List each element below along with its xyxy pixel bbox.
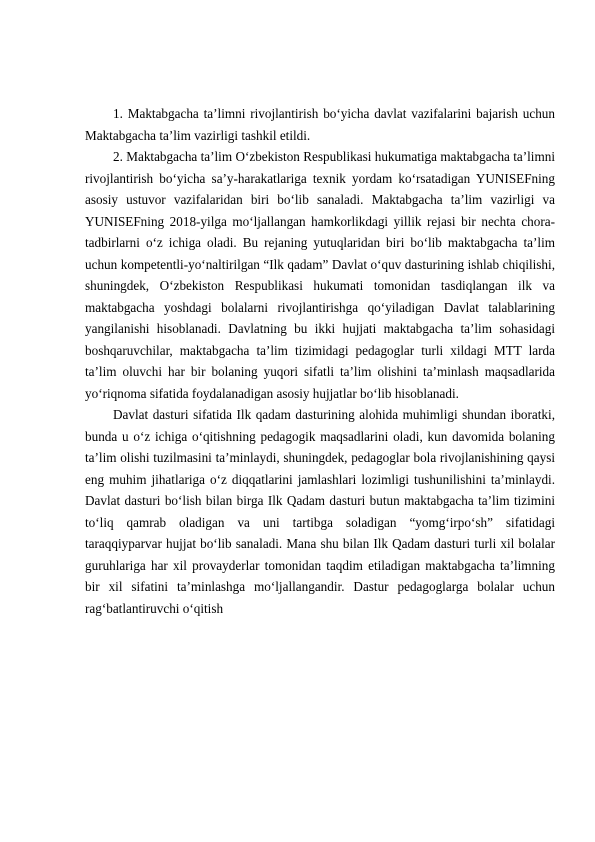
document-body: [85, 103, 555, 619]
paragraph-1: 1. Maktabgacha ta’limni rivojlantirish bo‘yicha davlat vazifalarini bajarish uchun Maktabgacha ta’lim vazirligi tashkil etildi.: [85, 106, 555, 143]
paragraph-3: Davlat dasturi sifatida Ilk qadam dasturining alohida muhimligi shundan iboratki, bunda u o‘z ichiga o‘qitishning pedagogik maqsadlarini oladi, kun davomida bolaning ta’lim olishi tuzilmasini ta’minlaydi, shuningdek, pedagoglar bola rivojlanishining qaysi eng muhim jihatlariga o‘z diqqatlarini jamlashlari lozimligi tushunilishini ta’minlaydi. Davlat dasturi bo‘lish bilan birga Ilk Qadam dasturi butun maktabgacha ta’lim tizimini to‘liq qamrab oladigan va uni tartibga soladigan “yomg‘irpo‘sh” sifatidagi taraqqiyparvar hujjat bo‘lib sanaladi. Mana shu bilan Ilk Qadam dasturi turli xil bolalar guruhlariga har xil provayderlar tomonidan taqdim etiladigan maktabgacha ta’limning bir xil sifatini ta’minlashga mo‘ljallangandir. Dastur pedagoglarga bolalar uchun rag‘batlantiruvchi o‘qitish: [85, 407, 555, 616]
paragraph-2: 2. Maktabgacha ta’lim O‘zbekiston Respublikasi hukumatiga maktabgacha ta’limni rivojlantirish bo‘yicha sa’y-harakatlariga texnik yordam ko‘rsatadigan YUNISEFning asosiy ustuvor vazifalaridan biri bo‘lib sanaladi. Maktabgacha ta’lim vazirligi va YUNISEFning 2018-yilga mo‘ljallangan hamkorlikdagi yillik rejasi bir nechta chora-tadbirlarni o‘z ichiga oladi. Bu rejaning yutuqlaridan biri bo‘lib maktabgacha ta’lim uchun kompetentli-yo‘naltirilgan “Ilk qadam” Davlat o‘quv dasturining ishlab chiqilishi, shuningdek, O‘zbekiston Respublikasi hukumati tomonidan tasdiqlangan ilk va maktabgacha yoshdagi bolalarni rivojlantirishga qo‘yiladigan Davlat talablarining yangilanishi hisoblanadi. Davlatning bu ikki hujjati maktabgacha ta’lim sohasidagi boshqaruvchilar, maktabgacha ta’lim tizimidagi pedagoglar turli xildagi MTT larda ta’lim oluvchi har bir bolaning yuqori sifatli ta’lim olishini ta’minlash maqsadlarida yo‘riqnoma sifatida foydalanadigan asosiy hujjatlar bo‘lib hisoblanadi.: [85, 149, 555, 401]
